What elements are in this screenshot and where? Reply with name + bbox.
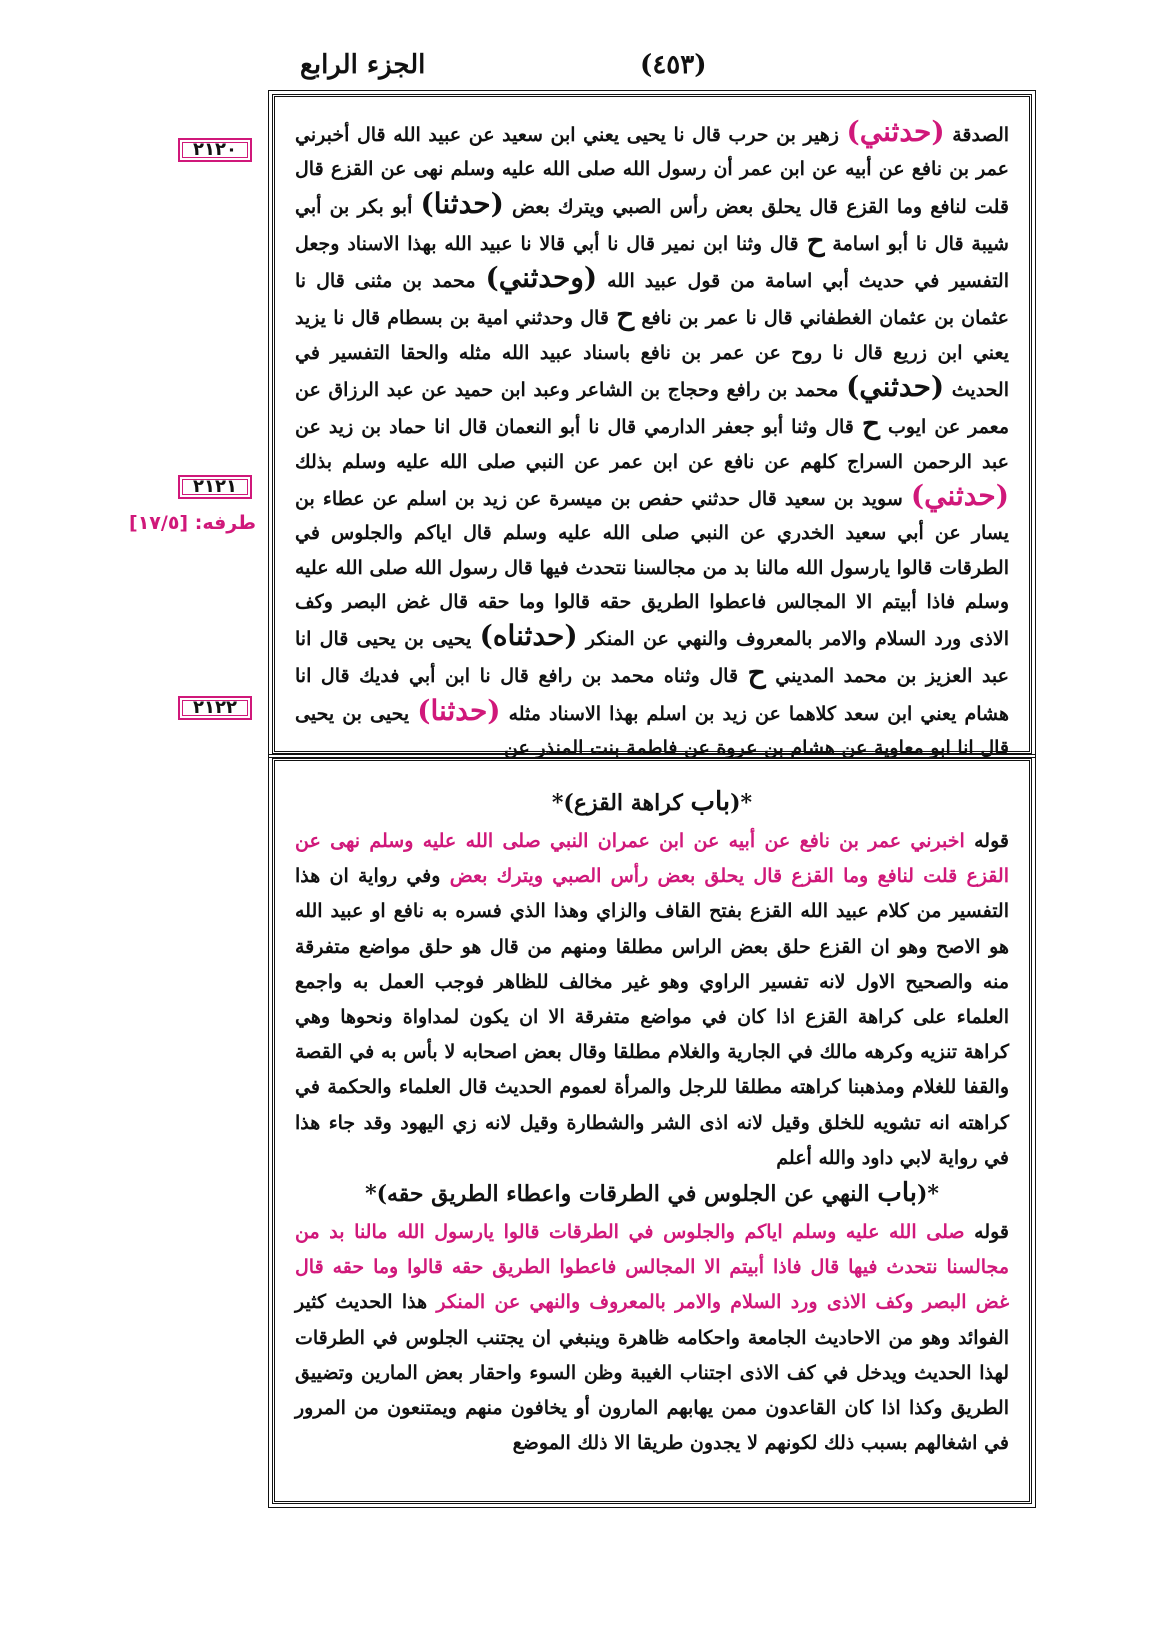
heading-text: النهي عن الجلوس في الطرقات واعطاء الطريق حقه)* (365, 1181, 878, 1208)
tahwil-marker: ح (806, 223, 825, 257)
text-span: سويد بن سعيد قال حدثني حفص بن ميسرة عن زيد بن اسلم عن عطاء بن يسار عن أبي سعيد الخدري عن النبي صلى الله عليه وسلم قال اياكم والجلوس في الطرقات قالوا يارسول الله مالنا بد من مجالسنا نتحدث فيها قال رسول الله صلى الله عليه وسلم فاذا أبيتم الا المجالس فاعطوا الطريق حقه قالوا وما حقه قال غض البصر وكف الاذى ورد السلام والامر بالمعروف والنهي عن المنكر (295, 487, 1009, 651)
tahwil-marker: ح (616, 298, 635, 332)
hadith-number: ٢١٢١ (193, 476, 237, 497)
text-span: قال وثنا أبو جعفر الدارمي قال نا أبو النعمان قال انا حماد بن زيد عن عبد الرحمن السراج كلهم عن نافع عن ابن عمر عن النبي صلى الله عليه وسلم بذلك (295, 416, 1009, 473)
text-paragraph (295, 115, 1009, 765)
quoted-text: اخبرني عمر بن نافع عن أبيه عن ابن عمران النبي صلى الله عليه وسلم نهى عن القزع قلت لنافع وما القزع قال يحلق بعض رأس الصبي ويترك بعض (295, 830, 1009, 888)
hadith-number-box (178, 475, 252, 499)
hadith-marker: (حدثني) (910, 478, 1009, 512)
heading-bab: باب (690, 787, 731, 817)
commentary-text (295, 785, 1009, 1461)
hadith-number-box (178, 138, 252, 162)
hadith-number-box (178, 696, 252, 720)
quoted-text: صلى الله عليه وسلم اياكم والجلوس في الطرقات قالوا يارسول الله مالنا بد من مجالسنا نتحدث فيها قال فاذا أبيتم الا المجالس فاعطوا الطريق حقه قالوا وما حقه قال غض البصر وكف الاذى ورد السلام والامر بالمعروف والنهي عن المنكر (295, 1221, 1010, 1314)
text-span: قال وثناه محمد بن رافع قال نا ابن أبي فديك قال انا هشام يعني ابن سعد كلاهما عن زيد بن اسلم بهذا الاسناد مثله (295, 665, 1009, 725)
text-span: الصدقة (952, 124, 1010, 146)
hadith-text (295, 115, 1009, 765)
chapter-heading (295, 785, 1009, 820)
commentary-paragraph (295, 824, 1009, 1176)
tahwil-marker: ح (861, 407, 880, 441)
heading-text: كراهة القزع)* (551, 790, 691, 816)
chapter-heading (295, 1176, 1009, 1211)
heading-bab: باب (877, 1178, 917, 1209)
hadith-marker: (حدثنا) (420, 186, 504, 220)
text-span: هذا الحديث كثير الفوائد وهو من الاحاديث الجامعة واحكامه ظاهرة وينبغي ان يجتنب الجلوس في الطرقات لهذا الحديث ويدخل في كف الاذى اجتناب الغيبة وظن السوء واحقار بعض المارين وتضييق الطريق وكذا اذا كان القاعدون ممن يهابهم المارون أو يخافون منهم ويمتنعون من المرور في اشغالهم بسبب ذلك لكونهم لا يجدون طريقا الا ذلك الموضع (295, 1291, 1009, 1455)
hadith-marker: (وحدثني) (485, 261, 598, 295)
cross-reference-note: طرفه: [١٧/٥] (129, 512, 256, 534)
text-span: يحيى بن يحيى قال انا ابو معاوية عن هشام بن عروة عن فاطمة بنت المنذر عن (295, 702, 1009, 760)
hadith-marker: (حدثنا) (417, 693, 501, 727)
heading-mark: *( (916, 1181, 939, 1208)
text-span: محمد بن مثنى قال نا عثمان بن عثمان الغطفاني قال نا عمر بن نافع (295, 270, 1009, 330)
hadith-marker: (حدثني) (846, 370, 945, 404)
text-span: يحيى بن يحيى قال انا عبد العزيز بن محمد المديني (295, 628, 1009, 688)
text-span: وفي رواية ان هذا التفسير من كلام عبيد الله القزع بفتح القاف والزاي وهذا الذي فسره به نافع او عبيد الله هو الاصح وهو ان القزع حلق بعض الراس مطلقا ومنهم من قال هو حلق مواضع متفرقة منه والصحيح الاول لانه تفسير الراوي وهو غير مخالف للظاهر فوجب العمل به واجمع العلماء على كراهة القزع اذا كان في مواضع متفرقة الا ان يكون لمداواة ونحوها وهي كراهة تنزيه وكرهه مالك في الجارية والغلام مطلقا وقال بعض اصحابه لا بأس به في القصة والقفا للغلام ومذهبنا كراهته مطلقا للرجل والمرأة لعموم الحديث قال العلماء والحكمة في كراهته انه تشويه للخلق وقيل لانه اذى الشر والشطارة وقيل لانه زي اليهود وقد جاء هذا في رواية لابي داود والله أعلم (295, 865, 1009, 1169)
main-text-frame (272, 94, 1032, 760)
hadith-number: ٢١٢٢ (193, 697, 237, 718)
commentary-paragraph (295, 1215, 1009, 1461)
text-span: قوله (974, 830, 1009, 852)
hadith-marker: (حدثناه) (479, 619, 578, 653)
text-span: زهير بن حرب قال نا يحيى يعني ابن سعيد عن عبيد الله قال أخبرني عمر بن نافع عن أبيه عن ابن عمر أن رسول الله صلى الله عليه وسلم نهى عن القزع قال قلت لنافع وما القزع قال يحلق بعض رأس الصبي ويترك بعض (295, 124, 1009, 218)
page-number: (٤٥٣) (640, 50, 707, 80)
text-span: قال وثنا ابن نمير قال نا أبي قالا نا عبيد الله بهذا الاسناد وجعل التفسير في حديث أبي اسامة من قول عبيد الله (295, 232, 1009, 293)
text-span: أبو بكر بن أبي شيبة قال نا أبو اسامة (295, 195, 1009, 255)
heading-mark: *( (730, 790, 753, 816)
text-span: قوله (974, 1221, 1010, 1244)
tahwil-marker: ح (747, 656, 766, 690)
text-span: محمد بن رافع وحجاج بن الشاعر وعبد ابن حميد عن عبد الرزاق عن معمر عن ايوب (295, 379, 1009, 439)
text-span: قال وحدثني امية بن بسطام قال نا يزيد يعني ابن زريع قال نا روح عن عمر بن نافع باسناد عبيد الله مثله والحقا التفسير في الحديث (295, 307, 1010, 402)
hadith-marker: (حدثني) (846, 115, 945, 148)
running-header-part: الجزء الرابع (300, 50, 426, 80)
commentary-frame (272, 758, 1032, 1504)
hadith-number: ٢١٢٠ (193, 139, 237, 160)
